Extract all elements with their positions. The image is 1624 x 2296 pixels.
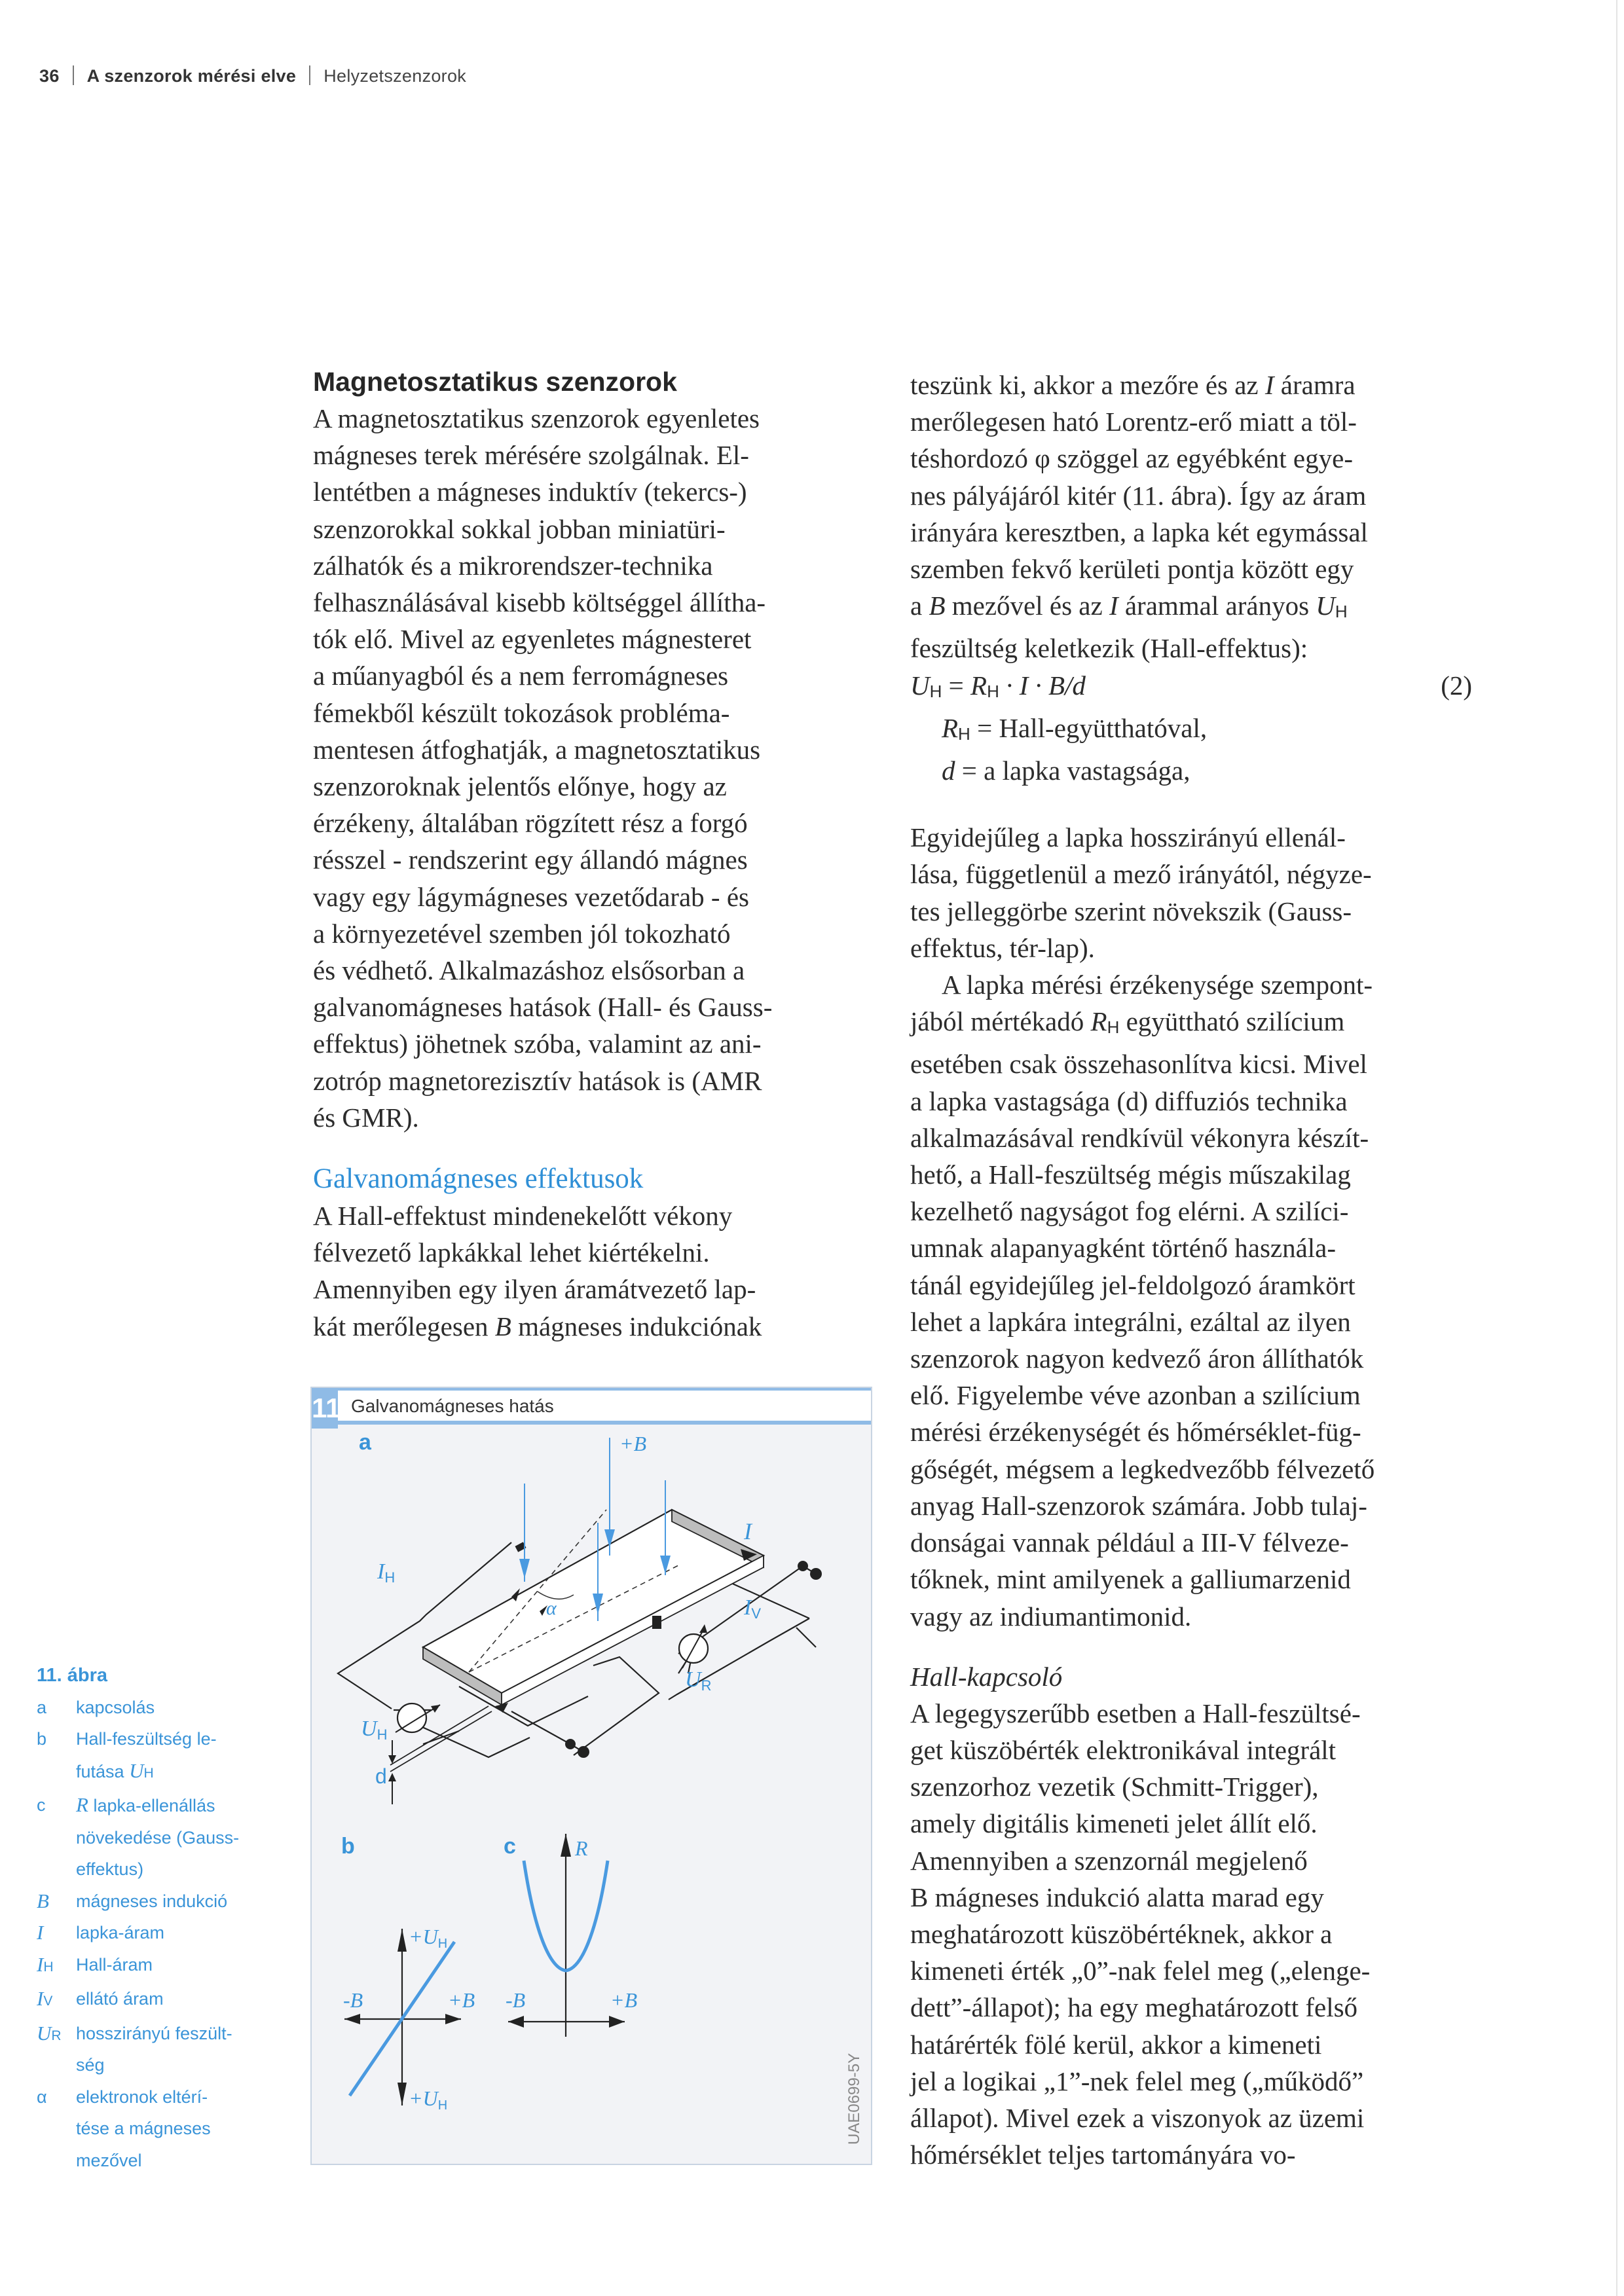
- text: kát merőlegesen: [313, 1311, 495, 1341]
- axis-label-uh-top: +UH: [409, 1925, 448, 1951]
- divider: [73, 65, 74, 85]
- paragraph: [313, 400, 876, 1136]
- symbol: R: [942, 712, 959, 743]
- label-u-r: UR: [685, 1667, 712, 1694]
- symbol: U: [129, 1758, 144, 1782]
- text-line: a környezetével szemben jól tokozható: [313, 918, 731, 949]
- panel-label-a: a: [359, 1430, 371, 1455]
- text: árammal arányos: [1118, 591, 1316, 621]
- text-line: [910, 587, 1480, 630]
- caption-key: I: [37, 1921, 44, 1944]
- caption-text: [76, 2081, 292, 2177]
- text: tése a mágneses: [76, 2119, 211, 2138]
- text-line: effektus) jöhetnek szóba, valamint az ani-: [313, 1029, 762, 1059]
- axis-label-uh-bottom: +UH: [409, 2086, 448, 2113]
- text-line: alkalmazásával rendkívül vékonyra készít-: [910, 1122, 1369, 1153]
- text-line: mágneses terek mérésére szolgálnak. El-: [313, 440, 749, 471]
- text-line: hető, a Hall-feszültség mégis műszakilag: [910, 1159, 1351, 1190]
- caption-item: [37, 1949, 292, 1984]
- axis-label-pos-b: +B: [610, 1988, 638, 2012]
- text-line: galvanomágneses hatások (Hall- és Gauss-: [313, 992, 773, 1023]
- axis-label-neg-b: -B: [343, 1988, 363, 2012]
- caption-text: [76, 1789, 292, 1886]
- text: mágneses indukciónak: [511, 1311, 762, 1341]
- caption-item: [37, 1723, 292, 1789]
- voltmeter-uh-icon: [396, 1704, 440, 1732]
- text-line: szenzorok nagyon kedvező áron állíthatók: [910, 1343, 1364, 1374]
- symbol-b: B: [494, 1311, 511, 1341]
- subsection-heading: Galvanomágneses effektusok: [313, 1163, 644, 1195]
- equation-number: (2): [1441, 670, 1472, 701]
- symbol: U: [37, 2021, 52, 2045]
- section-title: Helyzetszenzorok: [323, 66, 467, 86]
- text-line: hőmérséklet teljes tartományára vo-: [910, 2140, 1296, 2170]
- text: mezővel: [76, 2150, 142, 2170]
- symbol: U: [1316, 591, 1335, 621]
- caption-text: Hall-áram: [76, 1954, 153, 1975]
- equation-2: [910, 667, 1480, 710]
- text-line: résszel - rendszerint egy állandó mágnes: [313, 845, 748, 875]
- text: teszünk ki, akkor a mezőre és az: [910, 370, 1265, 400]
- paragraph: [910, 819, 1480, 966]
- running-head: [39, 65, 466, 86]
- subscript: H: [987, 681, 999, 701]
- symbol: R: [1090, 1006, 1107, 1037]
- caption-text: ellátó áram: [76, 1989, 164, 2009]
- text: áramra: [1274, 370, 1356, 400]
- text-line: szenzorhoz vezetik (Schmitt-Trigger),: [910, 1772, 1319, 1802]
- text-line: tánál egyidejűleg jel-feldolgozó áramkört: [910, 1269, 1356, 1300]
- text: hosszirányú feszült-: [76, 2023, 232, 2043]
- text-line: vagy az indiumantimonid.: [910, 1601, 1192, 1631]
- text-line: get küszöbérték elektronikával integrált: [910, 1734, 1337, 1765]
- symbol: R: [970, 670, 987, 701]
- text: Hall-feszültség le-: [76, 1729, 217, 1749]
- symbol: U: [910, 670, 930, 701]
- figure-diagram: [312, 1425, 871, 2164]
- subscript: H: [958, 723, 970, 744]
- text: ség: [76, 2055, 105, 2075]
- text-line: B mágneses indukció alatta marad egy: [910, 1882, 1324, 1912]
- text-line: fémekből készült tokozások probléma-: [313, 697, 730, 728]
- caption-key: c: [37, 1795, 46, 1815]
- subscript: V: [43, 1994, 53, 2009]
- text-line: téshordozó φ szöggel az egyébként egye-: [910, 443, 1353, 474]
- text-line: meghatározott küszöbértéknek, akkor a: [910, 1918, 1333, 1949]
- hall-plate: [423, 1510, 764, 1705]
- text-line: [910, 710, 1480, 752]
- label-d: d: [375, 1764, 387, 1788]
- caption-item: [37, 2081, 292, 2177]
- text-line: A lapka mérési érzékenysége szempont-: [942, 970, 1373, 1000]
- text-line: kimeneti érték „0”-nak felel meg („elenge-: [910, 1956, 1371, 1986]
- label-plus-b: +B: [619, 1432, 647, 1455]
- text-line: félvezető lapkákkal lehet kiértékelni.: [313, 1237, 710, 1268]
- axis-label-r: R: [575, 1836, 588, 1860]
- paragraph: [910, 1695, 1480, 2174]
- caption-text: [76, 2018, 292, 2081]
- text-line: szemben fekvő kerületi pontja között egy: [910, 554, 1354, 585]
- label-i-v: IV: [744, 1595, 762, 1622]
- page-number: 36: [39, 66, 60, 86]
- label-alpha: α: [546, 1597, 557, 1619]
- text-line: tőknek, mint amilyenek a galliumarzenid: [910, 1564, 1351, 1595]
- text: növekedése (Gauss-: [76, 1827, 240, 1848]
- panel-label-b: b: [341, 1834, 355, 1859]
- text: lapka-ellenállás: [88, 1796, 215, 1815]
- equation-rest: · I · B/d: [999, 670, 1086, 701]
- text-line: mérési érzékenységét és hőmérséklet-füg-: [910, 1417, 1361, 1448]
- text-line: szenzorokkal sokkal jobban miniatüri-: [313, 513, 726, 544]
- voltmeter-ur-icon: [679, 1624, 708, 1668]
- text-line: effektus, tér-lap).: [910, 932, 1095, 963]
- text-line: A Hall-effektust mindenekelőtt vékony: [313, 1201, 733, 1231]
- text-line: és védhető. Alkalmazáshoz elsősorban a: [313, 955, 745, 986]
- subscript: H: [143, 1765, 154, 1781]
- subscript: R: [51, 2028, 62, 2043]
- caption-key: a: [37, 1697, 47, 1717]
- caption-key: [37, 1949, 76, 1984]
- axis-label-neg-b: -B: [506, 1988, 526, 2012]
- text: = Hall-együtthatóval,: [970, 712, 1208, 743]
- text: a: [910, 591, 929, 621]
- symbol: I: [1264, 370, 1274, 400]
- text: =: [942, 670, 971, 701]
- subscript: H: [1335, 602, 1348, 622]
- subscript: H: [1107, 1017, 1120, 1038]
- text-line: kezelhető nagyságot fog elérni. A szilíci-: [910, 1196, 1349, 1227]
- text-line: állapot). Mivel ezek a viszonyok az üzemi: [910, 2102, 1365, 2133]
- text-line: lása, függetlenül a mező irányától, négyze-: [910, 859, 1372, 890]
- right-column: [910, 367, 1480, 2173]
- text-line: felhasználásával kisebb költséggel állítha-: [313, 587, 766, 618]
- text-line: feszültség keletkezik (Hall-effektus):: [910, 633, 1308, 664]
- text-line: umnak alapanyagként történő használa-: [910, 1233, 1337, 1264]
- caption-key: [37, 2018, 76, 2081]
- thickness-indicator: [375, 1706, 492, 1804]
- text-line: és GMR).: [313, 1102, 419, 1133]
- divider: [309, 65, 310, 85]
- symbol: I: [1109, 591, 1118, 621]
- figure-title: Galvanomágneses hatás: [351, 1396, 554, 1416]
- chart-hall-voltage: [343, 1925, 475, 2113]
- symbol: R: [76, 1793, 88, 1816]
- text-line: merőlegesen ható Lorentz-erő miatt a töl-: [910, 407, 1357, 437]
- text-line: lehet a lapkára integrálni, ezáltal az ilyen: [910, 1306, 1351, 1337]
- text-line: zálhatók és a mikrorendszer-technika: [313, 550, 713, 581]
- text-line: Amennyiben a szenzornál megjelenő: [910, 1845, 1308, 1876]
- panel-label-c: c: [504, 1834, 516, 1859]
- caption-item: [37, 1983, 292, 2018]
- text: jából mértékadó: [910, 1006, 1091, 1037]
- text-line: gőségét, mégsem a legkedvezőbb félvezető: [910, 1453, 1375, 1484]
- caption-item: [37, 1886, 292, 1918]
- caption-text: lapka-áram: [76, 1923, 165, 1942]
- text: = a lapka vastagsága,: [955, 756, 1190, 786]
- text-line: zotróp magnetorezisztív hatások is (AMR: [313, 1065, 762, 1096]
- text: effektus): [76, 1859, 144, 1879]
- text-line: vagy egy lágymágneses vezetődarab - és: [313, 881, 749, 912]
- paragraph: [910, 966, 1480, 1635]
- text-line: szenzoroknak jelentős előnye, hogy az: [313, 771, 727, 802]
- text-line: Amennyiben egy ilyen áramátvezető lap-: [313, 1274, 756, 1305]
- subsection-heading: Hall-kapcsoló: [910, 1661, 1063, 1692]
- text-line: anyag Hall-szenzorok számára. Jobb tulaj-: [910, 1490, 1367, 1521]
- scan-edge: [1616, 0, 1617, 2296]
- figure-header: [312, 1388, 871, 1425]
- caption-item: [37, 1692, 292, 1724]
- text: együttható szilícium: [1119, 1006, 1345, 1037]
- label-i-h: IH: [377, 1559, 396, 1586]
- caption-key: [37, 1983, 76, 2018]
- subscript: H: [43, 1959, 54, 1975]
- paragraph: [313, 1197, 876, 1345]
- subscript: H: [929, 681, 942, 701]
- paragraph: [910, 367, 1480, 789]
- text-line: elő. Figyelembe véve azonban a szilícium: [910, 1380, 1361, 1411]
- text-line: A magnetosztatikus szenzorok egyenletes: [313, 403, 760, 433]
- text-line: A legegyszerűbb esetben a Hall-feszültsé-: [910, 1698, 1361, 1728]
- text-line: mentesen átfoghatják, a magnetosztatikus: [313, 734, 761, 765]
- symbol: B: [929, 591, 946, 621]
- text-line: [910, 1003, 1480, 1046]
- symbol: I: [37, 1952, 44, 1976]
- axis-label-pos-b: +B: [448, 1988, 475, 2012]
- caption-item: [37, 1789, 292, 1886]
- caption-text: [76, 1723, 292, 1789]
- text-line: dett”-állapot); ha egy meghatározott felső: [910, 1992, 1358, 2023]
- caption-title: 11. ábra: [37, 1665, 108, 1686]
- chapter-title: A szenzorok mérési elve: [86, 66, 297, 86]
- caption-text: mágneses indukció: [76, 1891, 228, 1911]
- text-line: a lapka vastagsága (d) diffuziós technika: [910, 1085, 1348, 1116]
- symbol: d: [942, 756, 955, 786]
- text-line: érzékeny, általában rögzített rész a forgó: [313, 808, 748, 839]
- text-line: tók elő. Mivel az egyenletes mágnesteret: [313, 624, 752, 655]
- figure-caption: [37, 1660, 292, 2176]
- section-heading: Magnetosztatikus szenzorok: [313, 367, 677, 397]
- text: elektronok eltérí-: [76, 2086, 208, 2107]
- text-line: a műanyagból és a nem ferromágneses: [313, 661, 729, 691]
- caption-item: [37, 2018, 292, 2081]
- figure-11: [310, 1387, 872, 2165]
- text-line: [910, 752, 1480, 789]
- text: mezővel és az: [945, 591, 1109, 621]
- text-line: [313, 1308, 876, 1345]
- label-u-h: UH: [361, 1717, 388, 1743]
- text-line: esetében csak összehasonlítva kicsi. Mivel: [910, 1049, 1367, 1080]
- caption-key: b: [37, 1729, 47, 1749]
- text-line: amely digitális kimeneti jelet állít elő.: [910, 1808, 1318, 1839]
- caption-item: [37, 1917, 292, 1949]
- chart-resistance: [506, 1834, 637, 2037]
- text-line: nes pályájáról kitér (11. ábra). Így az áram: [910, 480, 1367, 511]
- caption-text: kapcsolás: [76, 1697, 155, 1717]
- text-line: Egyidejűleg a lapka hosszirányú ellenál-: [910, 822, 1346, 853]
- text-line: [910, 367, 1480, 403]
- text-line: jel a logikai „1”-nek felel meg („működő”: [910, 2066, 1364, 2096]
- middle-column: [313, 363, 876, 1345]
- text-line: irányára keresztben, a lapka két egymással: [910, 517, 1368, 547]
- figure-number-badge: 11: [312, 1388, 338, 1429]
- text-line: lentétben a mágneses induktív (tekercs-): [313, 477, 747, 507]
- text-line: tes jelleggörbe szerint növekszik (Gauss-: [910, 896, 1352, 926]
- label-i: I: [744, 1518, 752, 1544]
- text-line: donságai vannak például a III-V félveze-: [910, 1527, 1349, 1558]
- caption-key: B: [37, 1889, 49, 1912]
- caption-key: α: [37, 2086, 47, 2107]
- text-line: határérték fölé kerül, akkor a kimeneti: [910, 2029, 1322, 2060]
- symbol: I: [37, 1987, 44, 2010]
- text: futása: [76, 1761, 130, 1781]
- figure-code: UAE0699-5Y: [845, 2052, 863, 2145]
